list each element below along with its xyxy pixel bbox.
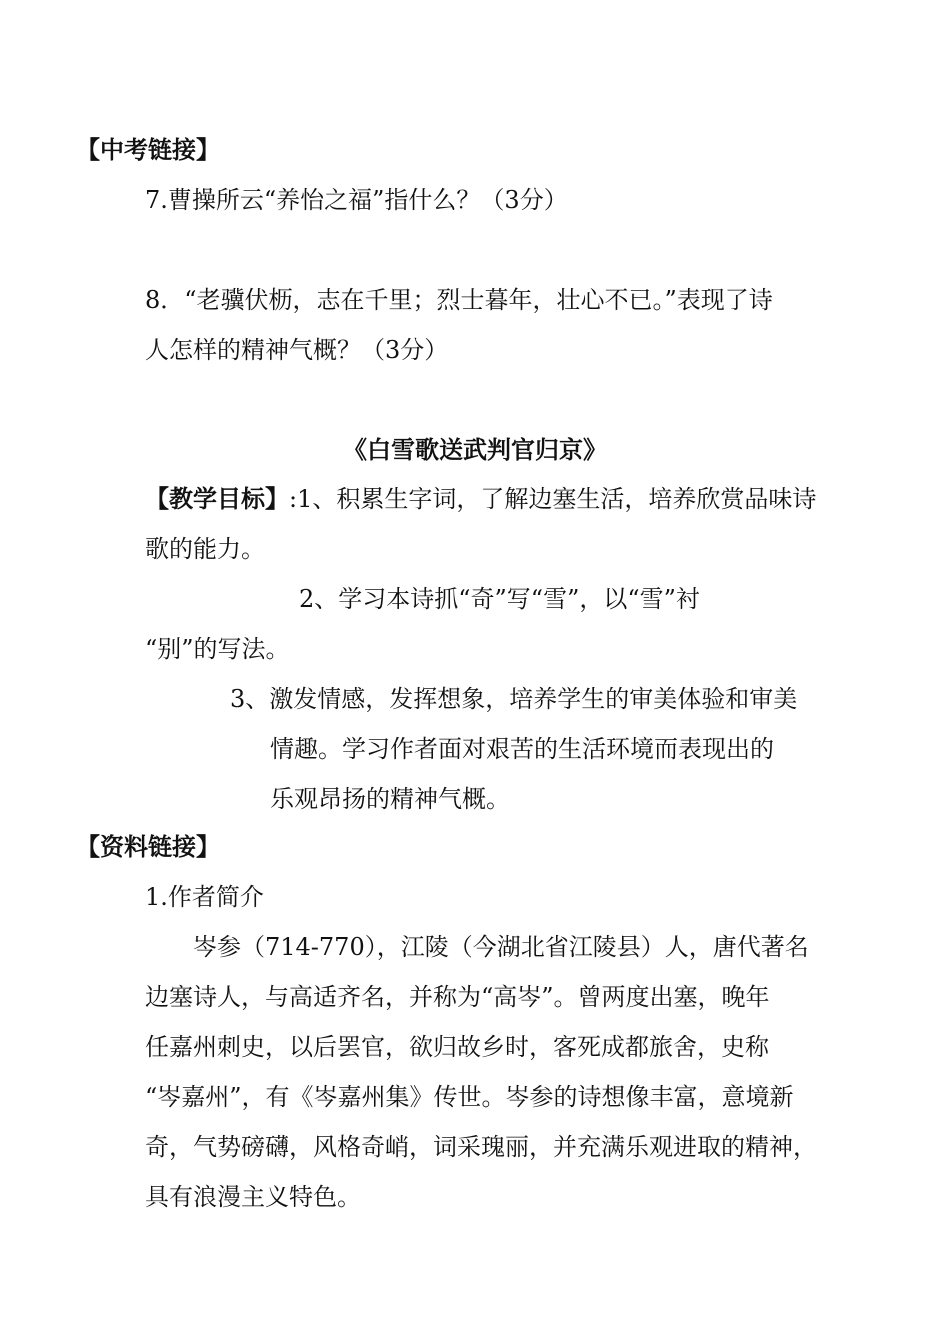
author-para-line4: “岑嘉州”，有《岑嘉州集》传世。岑参的诗想像丰富，意境新 [145,1083,794,1111]
goal3-line3: 乐观昂扬的精神气概。 [270,785,510,813]
subheading-author: 1.作者简介 [145,883,264,911]
teaching-goals-line1 [145,483,816,515]
section-heading-materials: 【资料链接】 [76,832,220,861]
question-8-line1: 8．“老骥伏枥，志在千里；烈士暮年，壮心不已。”表现了诗 [145,286,773,314]
lesson-title: 《白雪歌送武判官归京》 [343,435,607,464]
question-7: 7.曹操所云“养怡之福”指什么？（3分） [145,186,568,214]
goal1-text: :1、积累生字词，了解边塞生活，培养欣赏品味诗 [289,485,817,513]
goal3-line2: 情趣。学习作者面对艰苦的生活环境而表现出的 [270,735,774,763]
goal2-line1: 2、学习本诗抓“奇”写“雪”，以“雪”衬 [299,585,700,613]
author-para-line2: 边塞诗人，与高适齐名，并称为“高岑”。曾两度出塞，晚年 [145,983,770,1011]
goal3-line1: 3、激发情感，发挥想象，培养学生的审美体验和审美 [230,685,798,713]
author-para-line3: 任嘉州刺史，以后罢官，欲归故乡时，客死成都旅舍，史称 [145,1033,769,1061]
author-para-line5: 奇，气势磅礴，风格奇峭，词采瑰丽，并充满乐观进取的精神， [145,1133,817,1161]
goal2-line2: “别”的写法。 [145,635,290,663]
goal1-line2: 歌的能力。 [145,535,265,563]
teaching-goals-label: 【教学目标】 [145,484,289,513]
author-para-line1: 岑参（714-770），江陵（今湖北省江陵县）人，唐代著名 [193,933,809,961]
author-para-line6: 具有浪漫主义特色。 [145,1183,361,1211]
question-8-line2: 人怎样的精神气概？（3分） [145,336,449,364]
section-heading-zhongkao: 【中考链接】 [76,135,220,164]
